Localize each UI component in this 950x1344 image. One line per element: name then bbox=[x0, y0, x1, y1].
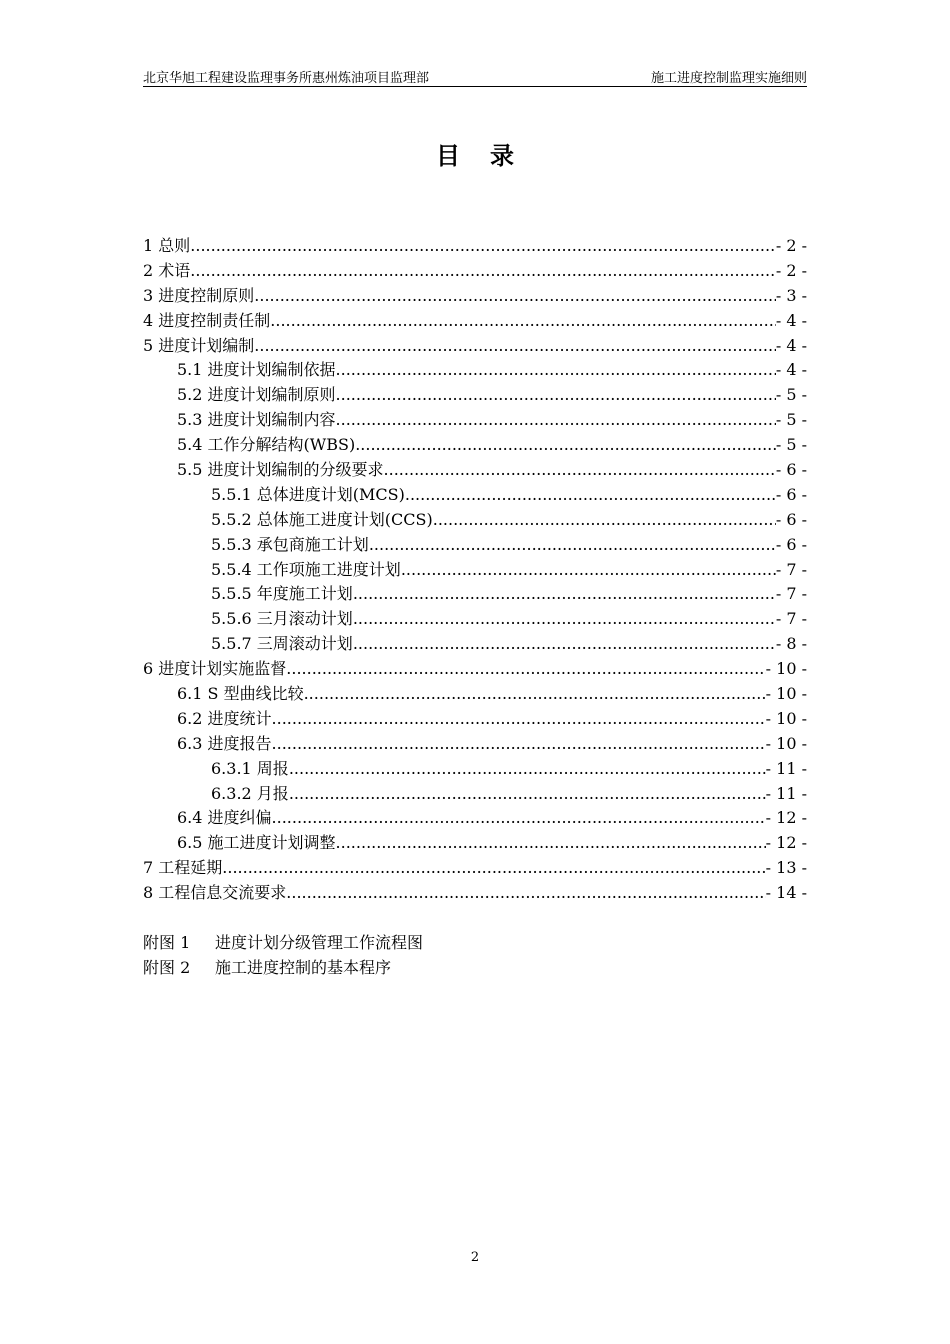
toc-entry-label: 5.5.4 工作项施工进度计划 bbox=[211, 559, 401, 579]
appendix-text: 进度计划分级管理工作流程图 bbox=[215, 933, 424, 952]
toc-entry-page: - 4 - bbox=[775, 310, 807, 330]
toc-entry[interactable] bbox=[143, 432, 807, 457]
toc-leader-dots bbox=[272, 734, 766, 753]
toc-entry-page: - 2 - bbox=[775, 260, 807, 280]
toc-entry[interactable] bbox=[143, 333, 807, 358]
toc-leader-dots bbox=[433, 510, 776, 529]
toc-entry[interactable] bbox=[143, 781, 807, 806]
toc-entry-page: - 6 - bbox=[775, 534, 807, 554]
toc-entry-page: - 10 - bbox=[765, 659, 807, 679]
toc-entry-page: - 11 - bbox=[765, 783, 807, 803]
toc-leader-dots bbox=[336, 833, 766, 852]
toc-leader-dots bbox=[304, 684, 766, 703]
toc-entry[interactable] bbox=[143, 482, 807, 507]
toc-entry[interactable] bbox=[143, 855, 807, 880]
toc-leader-dots bbox=[384, 460, 776, 479]
table-of-contents bbox=[143, 233, 807, 905]
page-title: 目录 bbox=[436, 142, 544, 170]
appendix-item bbox=[143, 955, 423, 980]
header-organization: 北京华旭工程建设监理事务所惠州炼油项目监理部 bbox=[143, 71, 430, 86]
toc-entry-label: 5.5.6 三月滚动计划 bbox=[211, 609, 353, 629]
toc-entry-label: 7 工程延期 bbox=[143, 858, 223, 878]
appendix-code: 附图 2 bbox=[143, 957, 191, 977]
toc-entry[interactable] bbox=[143, 606, 807, 631]
toc-leader-dots bbox=[353, 609, 776, 628]
toc-entry-page: - 7 - bbox=[775, 559, 807, 579]
toc-entry-label: 3 进度控制原则 bbox=[143, 285, 255, 305]
toc-entry-label: 5.4 工作分解结构(WBS) bbox=[177, 435, 356, 455]
toc-leader-dots bbox=[353, 634, 776, 653]
toc-entry[interactable] bbox=[143, 233, 807, 258]
toc-entry-label: 6.3.1 周报 bbox=[211, 758, 289, 778]
toc-entry-page: - 10 - bbox=[765, 733, 807, 753]
toc-entry-label: 5 进度计划编制 bbox=[143, 335, 255, 355]
toc-entry[interactable] bbox=[143, 830, 807, 855]
toc-leader-dots bbox=[254, 336, 776, 355]
toc-leader-dots bbox=[355, 435, 776, 454]
toc-entry[interactable] bbox=[143, 382, 807, 407]
toc-entry-label: 5.5 进度计划编制的分级要求 bbox=[177, 460, 384, 480]
toc-entry-label: 5.1 进度计划编制依据 bbox=[177, 360, 336, 380]
page-number: 2 bbox=[470, 1250, 480, 1265]
toc-leader-dots bbox=[336, 410, 776, 429]
toc-entry[interactable] bbox=[143, 731, 807, 756]
toc-entry[interactable] bbox=[143, 258, 807, 283]
toc-leader-dots bbox=[190, 261, 776, 280]
toc-entry-page: - 6 - bbox=[775, 509, 807, 529]
toc-entry[interactable] bbox=[143, 532, 807, 557]
toc-leader-dots bbox=[369, 535, 776, 554]
toc-entry[interactable] bbox=[143, 357, 807, 382]
toc-entry-label: 5.5.7 三周滚动计划 bbox=[211, 634, 353, 654]
toc-entry-page: - 12 - bbox=[765, 833, 807, 853]
toc-entry[interactable] bbox=[143, 407, 807, 432]
toc-leader-dots bbox=[405, 485, 776, 504]
toc-leader-dots bbox=[190, 236, 776, 255]
toc-entry[interactable] bbox=[143, 681, 807, 706]
toc-entry-page: - 4 - bbox=[775, 335, 807, 355]
toc-entry-label: 2 术语 bbox=[143, 260, 191, 280]
toc-leader-dots bbox=[336, 360, 776, 379]
toc-leader-dots bbox=[289, 759, 766, 778]
toc-entry-label: 5.3 进度计划编制内容 bbox=[177, 410, 336, 430]
toc-entry-page: - 10 - bbox=[765, 708, 807, 728]
toc-entry[interactable] bbox=[143, 656, 807, 681]
appendix-code: 附图 1 bbox=[143, 933, 191, 952]
toc-entry-page: - 8 - bbox=[775, 634, 807, 654]
toc-entry[interactable] bbox=[143, 805, 807, 830]
toc-leader-dots bbox=[272, 808, 766, 827]
toc-entry-label: 6.1 S 型曲线比较 bbox=[177, 684, 304, 704]
toc-entry-page: - 2 - bbox=[775, 236, 807, 255]
header-document-title: 施工进度控制监理实施细则 bbox=[650, 71, 807, 86]
toc-entry[interactable] bbox=[143, 507, 807, 532]
toc-leader-dots bbox=[222, 858, 765, 877]
toc-leader-dots bbox=[272, 709, 766, 728]
toc-entry-label: 6 进度计划实施监督 bbox=[143, 659, 287, 679]
toc-entry-label: 6.3.2 月报 bbox=[211, 783, 289, 803]
appendix-item bbox=[143, 930, 423, 955]
toc-entry-page: - 4 - bbox=[775, 360, 807, 380]
toc-entry[interactable] bbox=[143, 756, 807, 781]
toc-entry-label: 6.2 进度统计 bbox=[177, 708, 272, 728]
toc-entry-page: - 14 - bbox=[765, 883, 807, 903]
toc-entry-label: 5.5.5 年度施工计划 bbox=[211, 584, 353, 604]
toc-entry-label: 5.5.1 总体进度计划(MCS) bbox=[211, 484, 405, 504]
toc-entry-page: - 11 - bbox=[765, 758, 807, 778]
toc-entry[interactable] bbox=[143, 457, 807, 482]
toc-entry-page: - 5 - bbox=[775, 410, 807, 430]
toc-entry-label: 5.2 进度计划编制原则 bbox=[177, 385, 336, 405]
toc-entry-label: 6.3 进度报告 bbox=[177, 733, 272, 753]
toc-entry[interactable] bbox=[143, 880, 807, 905]
appendix-list bbox=[143, 930, 423, 979]
toc-entry-page: - 10 - bbox=[765, 684, 807, 704]
toc-entry-label: 1 总则 bbox=[143, 236, 191, 255]
toc-entry-page: - 7 - bbox=[775, 584, 807, 604]
toc-entry[interactable] bbox=[143, 581, 807, 606]
toc-leader-dots bbox=[286, 659, 765, 678]
toc-entry-label: 6.4 进度纠偏 bbox=[177, 808, 272, 828]
toc-leader-dots bbox=[336, 385, 776, 404]
toc-entry[interactable] bbox=[143, 283, 807, 308]
toc-entry-page: - 13 - bbox=[765, 858, 807, 878]
toc-leader-dots bbox=[270, 311, 776, 330]
toc-entry-label: 4 进度控制责任制 bbox=[143, 310, 271, 330]
toc-entry[interactable] bbox=[143, 706, 807, 731]
page-header bbox=[143, 66, 807, 87]
toc-entry-label: 5.5.3 承包商施工计划 bbox=[211, 534, 369, 554]
toc-entry-page: - 6 - bbox=[775, 460, 807, 480]
toc-entry-label: 5.5.2 总体施工进度计划(CCS) bbox=[211, 509, 433, 529]
toc-entry-page: - 5 - bbox=[775, 385, 807, 405]
toc-entry-page: - 5 - bbox=[775, 435, 807, 455]
toc-leader-dots bbox=[353, 584, 776, 603]
toc-entry-label: 8 工程信息交流要求 bbox=[143, 883, 287, 903]
toc-entry-page: - 3 - bbox=[775, 285, 807, 305]
toc-entry[interactable] bbox=[143, 308, 807, 333]
toc-leader-dots bbox=[286, 883, 765, 902]
toc-entry-label: 6.5 施工进度计划调整 bbox=[177, 833, 336, 853]
toc-entry-page: - 6 - bbox=[775, 484, 807, 504]
toc-entry[interactable] bbox=[143, 557, 807, 582]
toc-leader-dots bbox=[254, 286, 776, 305]
toc-entry-page: - 7 - bbox=[775, 609, 807, 629]
appendix-text: 施工进度控制的基本程序 bbox=[215, 957, 392, 977]
toc-leader-dots bbox=[401, 560, 776, 579]
toc-entry-page: - 12 - bbox=[765, 808, 807, 828]
toc-entry[interactable] bbox=[143, 631, 807, 656]
toc-leader-dots bbox=[289, 784, 766, 803]
